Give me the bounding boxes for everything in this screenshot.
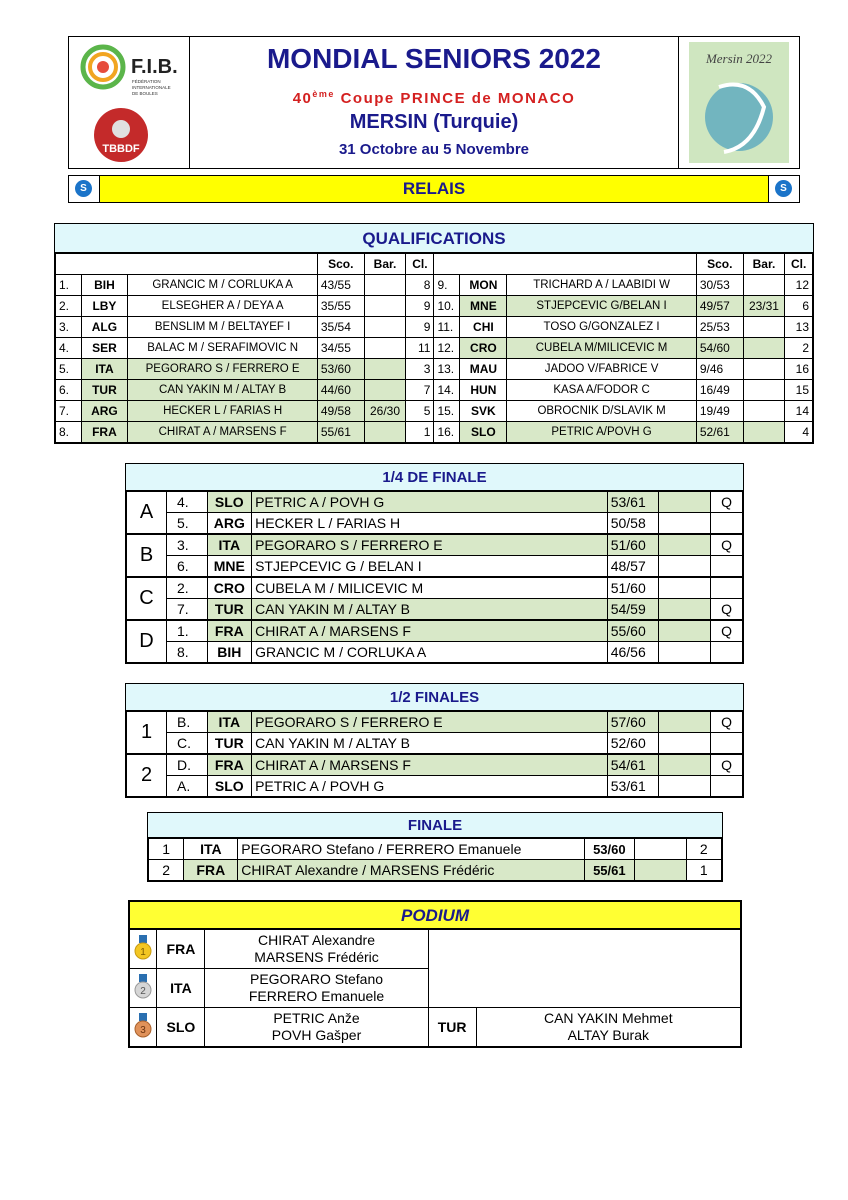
qualifications-title: QUALIFICATIONS <box>54 223 814 253</box>
table-row <box>55 401 813 422</box>
seed: 5. <box>167 513 208 535</box>
silver-medal-icon <box>129 969 157 1008</box>
svg-text:DE BOULES: DE BOULES <box>132 91 158 96</box>
qual-class: 16 <box>785 359 813 380</box>
qual-rank: 2. <box>55 296 81 317</box>
qual-barrage <box>743 359 785 380</box>
qual-class: 15 <box>785 380 813 401</box>
qual-rank: 9. <box>434 275 460 296</box>
qual-class: 11 <box>406 338 434 359</box>
qual-team: BENSLIM M / BELTAYEF I <box>128 317 318 338</box>
bronze-medal-icon <box>129 1008 157 1048</box>
qual-score: 53/60 <box>317 359 364 380</box>
podium-nat: TUR <box>428 1008 476 1048</box>
qual-score: 25/53 <box>696 317 743 338</box>
podium-table <box>128 928 742 1048</box>
header <box>68 36 800 169</box>
qual-class: 5 <box>406 401 434 422</box>
table-row <box>55 275 813 296</box>
qual-barrage <box>743 338 785 359</box>
relais-bar <box>68 175 800 203</box>
match-label: D <box>126 620 167 663</box>
qual-score: 35/55 <box>317 296 364 317</box>
qual-barrage <box>743 422 785 444</box>
header-bar: Bar. <box>743 253 785 275</box>
qual-score: 35/54 <box>317 317 364 338</box>
seed: 8. <box>167 642 208 664</box>
team-barrage <box>659 620 711 642</box>
qualifications-table <box>54 252 814 444</box>
team-barrage <box>659 642 711 664</box>
match-row <box>126 754 743 776</box>
team-barrage <box>659 556 711 578</box>
qual-class: 9 <box>406 317 434 338</box>
table-row <box>55 296 813 317</box>
qualified-mark: Q <box>711 711 743 733</box>
qualified-mark: Q <box>711 534 743 556</box>
final-score: 53/60 <box>584 838 634 860</box>
team-name: HECKER L / FARIAS H <box>252 513 608 535</box>
tbbdf-logo-text: TBBDF <box>102 143 140 155</box>
qual-barrage <box>364 380 406 401</box>
team-score: 46/56 <box>607 642 659 664</box>
seed: A. <box>167 776 208 798</box>
match-row <box>126 491 743 513</box>
match-row <box>126 711 743 733</box>
qual-rank: 12. <box>434 338 460 359</box>
gold-medal-icon <box>129 929 157 969</box>
seed: D. <box>167 754 208 776</box>
qual-nat: MON <box>460 275 507 296</box>
team-score: 51/60 <box>607 577 659 599</box>
qual-barrage <box>364 359 406 380</box>
header-cl: Cl. <box>785 253 813 275</box>
team-score: 54/59 <box>607 599 659 621</box>
team-name: PEGORARO S / FERRERO E <box>252 534 608 556</box>
qual-nat: SVK <box>460 401 507 422</box>
team-name: CHIRAT A / MARSENS F <box>252 754 608 776</box>
qual-nat: ALG <box>81 317 128 338</box>
seed: 6. <box>167 556 208 578</box>
s-badge-icon: S <box>775 180 792 197</box>
qual-score: 30/53 <box>696 275 743 296</box>
qual-team: TOSO G/GONZALEZ I <box>507 317 697 338</box>
team-barrage <box>659 513 711 535</box>
final-result: 2 <box>686 838 722 860</box>
semi-table <box>125 710 744 798</box>
qual-nat: SER <box>81 338 128 359</box>
page-subtitle: 40ème Coupe PRINCE de MONACO <box>292 89 576 107</box>
table-row <box>55 422 813 444</box>
final-team: PEGORARO Stefano / FERRERO Emanuele <box>238 838 585 860</box>
podium-row-first <box>129 929 741 969</box>
team-name: PETRIC A / POVH G <box>252 491 608 513</box>
team-barrage <box>659 733 711 755</box>
match-row <box>126 556 743 578</box>
qualifications-section <box>54 223 814 444</box>
fib-logo <box>69 37 189 168</box>
svg-text:2: 2 <box>140 985 147 997</box>
podium-section <box>128 900 742 1048</box>
qual-rank: 10. <box>434 296 460 317</box>
match-row <box>126 534 743 556</box>
match-row <box>126 733 743 755</box>
team-score: 53/61 <box>607 491 659 513</box>
qual-rank: 16. <box>434 422 460 444</box>
logo-left <box>69 37 190 168</box>
team-name: CHIRAT A / MARSENS F <box>252 620 608 642</box>
mersin-logo <box>679 37 799 168</box>
qual-team: STJEPCEVIC G/BELAN I <box>507 296 697 317</box>
s-badge-icon: S <box>75 180 92 197</box>
semi-section <box>125 683 744 798</box>
seed: C. <box>167 733 208 755</box>
team-nat: FRA <box>207 754 252 776</box>
qual-nat: MNE <box>460 296 507 317</box>
qual-score: 44/60 <box>317 380 364 401</box>
qual-rank: 4. <box>55 338 81 359</box>
qual-class: 14 <box>785 401 813 422</box>
seed: 7. <box>167 599 208 621</box>
qual-rank: 5. <box>55 359 81 380</box>
qual-team: GRANCIC M / CORLUKA A <box>128 275 318 296</box>
team-barrage <box>659 534 711 556</box>
qual-score: 19/49 <box>696 401 743 422</box>
qual-team: PEGORARO S / FERRERO E <box>128 359 318 380</box>
qualified-mark <box>711 776 743 798</box>
match-label: 1 <box>126 711 167 754</box>
match-row <box>126 513 743 535</box>
qual-team: JADOO V/FABRICE V <box>507 359 697 380</box>
header-bar: Bar. <box>364 253 406 275</box>
team-barrage <box>659 711 711 733</box>
qual-rank: 8. <box>55 422 81 444</box>
final-nat: ITA <box>184 838 238 860</box>
final-position: 1 <box>148 838 184 860</box>
qual-barrage <box>364 317 406 338</box>
qualified-mark: Q <box>711 599 743 621</box>
qual-rank: 3. <box>55 317 81 338</box>
team-name: GRANCIC M / CORLUKA A <box>252 642 608 664</box>
match-row <box>126 620 743 642</box>
qual-class: 7 <box>406 380 434 401</box>
qual-barrage: 23/31 <box>743 296 785 317</box>
qual-class: 3 <box>406 359 434 380</box>
qual-class: 13 <box>785 317 813 338</box>
team-score: 50/58 <box>607 513 659 535</box>
qual-team: CAN YAKIN M / ALTAY B <box>128 380 318 401</box>
qual-rank: 14. <box>434 380 460 401</box>
team-nat: TUR <box>207 599 252 621</box>
qual-barrage <box>364 422 406 444</box>
qual-team: CUBELA M/MILICEVIC M <box>507 338 697 359</box>
final-team: CHIRAT Alexandre / MARSENS Frédéric <box>238 860 585 882</box>
qual-barrage <box>743 317 785 338</box>
qual-nat: ITA <box>81 359 128 380</box>
qual-class: 2 <box>785 338 813 359</box>
team-score: 48/57 <box>607 556 659 578</box>
final-table <box>147 837 723 882</box>
match-label: 2 <box>126 754 167 797</box>
qual-class: 8 <box>406 275 434 296</box>
svg-text:INTERNATIONALE: INTERNATIONALE <box>132 85 171 90</box>
mersin-logo-text: Mersin 2022 <box>705 51 773 66</box>
qual-nat: LBY <box>81 296 128 317</box>
match-row <box>126 599 743 621</box>
qual-class: 12 <box>785 275 813 296</box>
qualified-mark <box>711 513 743 535</box>
team-nat: CRO <box>207 577 252 599</box>
podium-nat: FRA <box>157 929 205 969</box>
qual-rank: 7. <box>55 401 81 422</box>
svg-text:1: 1 <box>140 946 147 958</box>
final-title: FINALE <box>147 812 723 838</box>
match-row <box>126 776 743 798</box>
team-name: CUBELA M / MILICEVIC M <box>252 577 608 599</box>
podium-player: ALTAY Burak <box>567 1027 650 1043</box>
seed: 3. <box>167 534 208 556</box>
qual-nat: BIH <box>81 275 128 296</box>
qualified-mark <box>711 642 743 664</box>
relais-title: RELAIS <box>402 179 466 198</box>
match-label: B <box>126 534 167 577</box>
team-name: CAN YAKIN M / ALTAY B <box>252 599 608 621</box>
qual-nat: MAU <box>460 359 507 380</box>
podium-nat: ITA <box>157 969 205 1008</box>
dates: 31 Octobre au 5 Novembre <box>338 141 530 158</box>
table-row <box>55 317 813 338</box>
final-result: 1 <box>686 860 722 882</box>
team-score: 53/61 <box>607 776 659 798</box>
svg-text:FÉDÉRATION: FÉDÉRATION <box>132 79 161 84</box>
final-row <box>148 860 722 882</box>
team-name: STJEPCEVIC G / BELAN I <box>252 556 608 578</box>
podium-player: FERRERO Emanuele <box>248 988 385 1004</box>
final-score: 55/61 <box>584 860 634 882</box>
qual-barrage <box>743 401 785 422</box>
seed: 2. <box>167 577 208 599</box>
fib-logo-text: F.I.B. <box>131 56 178 78</box>
team-barrage <box>659 754 711 776</box>
final-barrage <box>634 838 686 860</box>
podium-title: PODIUM <box>128 900 742 930</box>
quarter-section <box>125 463 744 664</box>
final-barrage <box>634 860 686 882</box>
team-nat: SLO <box>207 491 252 513</box>
qual-team: HECKER L / FARIAS H <box>128 401 318 422</box>
team-score: 57/60 <box>607 711 659 733</box>
qual-team: PETRIC A/POVH G <box>507 422 697 444</box>
podium-row-third <box>129 1008 741 1048</box>
team-barrage <box>659 491 711 513</box>
logo-right <box>678 37 799 168</box>
qual-class: 1 <box>406 422 434 444</box>
qual-team: OBROCNIK D/SLAVIK M <box>507 401 697 422</box>
quarter-table <box>125 490 744 664</box>
team-name: PEGORARO S / FERRERO E <box>252 711 608 733</box>
qual-nat: FRA <box>81 422 128 444</box>
team-nat: BIH <box>207 642 252 664</box>
qual-score: 54/60 <box>696 338 743 359</box>
team-nat: ARG <box>207 513 252 535</box>
qual-barrage <box>364 296 406 317</box>
podium-player: PEGORARO Stefano <box>249 971 384 987</box>
city: MERSIN (Turquie) <box>349 111 519 133</box>
podium-player: POVH Gašper <box>271 1027 362 1043</box>
qual-score: 9/46 <box>696 359 743 380</box>
match-label: C <box>126 577 167 620</box>
quarter-title: 1/4 DE FINALE <box>125 463 744 491</box>
team-score: 51/60 <box>607 534 659 556</box>
qual-score: 34/55 <box>317 338 364 359</box>
final-nat: FRA <box>184 860 238 882</box>
qualified-mark: Q <box>711 754 743 776</box>
qual-class: 6 <box>785 296 813 317</box>
team-barrage <box>659 577 711 599</box>
seed: 1. <box>167 620 208 642</box>
header-cl: Cl. <box>406 253 434 275</box>
qual-team: ELSEGHER A / DEYA A <box>128 296 318 317</box>
header-sco: Sco. <box>317 253 364 275</box>
qual-nat: TUR <box>81 380 128 401</box>
seed: 4. <box>167 491 208 513</box>
match-label: A <box>126 491 167 534</box>
qual-barrage <box>743 275 785 296</box>
team-score: 55/60 <box>607 620 659 642</box>
team-name: CAN YAKIN M / ALTAY B <box>252 733 608 755</box>
qual-team: BALAC M / SERAFIMOVIC N <box>128 338 318 359</box>
final-position: 2 <box>148 860 184 882</box>
table-row <box>55 380 813 401</box>
team-barrage <box>659 599 711 621</box>
qual-score: 49/57 <box>696 296 743 317</box>
match-row <box>126 642 743 664</box>
team-name: PETRIC A / POVH G <box>252 776 608 798</box>
qual-score: 43/55 <box>317 275 364 296</box>
qual-nat: ARG <box>81 401 128 422</box>
qual-barrage <box>364 338 406 359</box>
qual-score: 16/49 <box>696 380 743 401</box>
qual-score: 55/61 <box>317 422 364 444</box>
match-row <box>126 577 743 599</box>
qual-nat: CRO <box>460 338 507 359</box>
table-row <box>55 359 813 380</box>
qual-barrage <box>743 380 785 401</box>
qual-rank: 11. <box>434 317 460 338</box>
team-nat: TUR <box>207 733 252 755</box>
podium-player: MARSENS Frédéric <box>254 949 379 965</box>
podium-nat: SLO <box>157 1008 205 1048</box>
qual-rank: 15. <box>434 401 460 422</box>
team-score: 54/61 <box>607 754 659 776</box>
qualified-mark <box>711 556 743 578</box>
qual-barrage: 26/30 <box>364 401 406 422</box>
qual-rank: 13. <box>434 359 460 380</box>
qual-nat: CHI <box>460 317 507 338</box>
qual-team: TRICHARD A / LAABIDI W <box>507 275 697 296</box>
table-row <box>55 338 813 359</box>
podium-player: CAN YAKIN Mehmet <box>543 1010 673 1026</box>
qual-team: KASA A/FODOR C <box>507 380 697 401</box>
team-nat: ITA <box>207 534 252 556</box>
qual-nat: HUN <box>460 380 507 401</box>
qualified-mark: Q <box>711 491 743 513</box>
seed: B. <box>167 711 208 733</box>
qualified-mark <box>711 733 743 755</box>
team-score: 52/60 <box>607 733 659 755</box>
qual-team: CHIRAT A / MARSENS F <box>128 422 318 444</box>
team-nat: SLO <box>207 776 252 798</box>
qual-class: 9 <box>406 296 434 317</box>
team-barrage <box>659 776 711 798</box>
qualified-mark: Q <box>711 620 743 642</box>
team-nat: FRA <box>207 620 252 642</box>
team-nat: ITA <box>207 711 252 733</box>
semi-title: 1/2 FINALES <box>125 683 744 711</box>
podium-player: PETRIC Anže <box>273 1010 360 1026</box>
podium-player: CHIRAT Alexandre <box>258 932 376 948</box>
svg-text:3: 3 <box>140 1024 147 1036</box>
qualified-mark <box>711 577 743 599</box>
qual-rank: 1. <box>55 275 81 296</box>
qual-nat: SLO <box>460 422 507 444</box>
header-sco: Sco. <box>696 253 743 275</box>
qual-barrage <box>364 275 406 296</box>
qual-rank: 6. <box>55 380 81 401</box>
final-section <box>147 812 723 882</box>
page-title: MONDIAL SENIORS 2022 <box>266 43 602 74</box>
final-row <box>148 838 722 860</box>
qual-score: 52/61 <box>696 422 743 444</box>
qual-score: 49/58 <box>317 401 364 422</box>
team-nat: MNE <box>207 556 252 578</box>
qual-class: 4 <box>785 422 813 444</box>
